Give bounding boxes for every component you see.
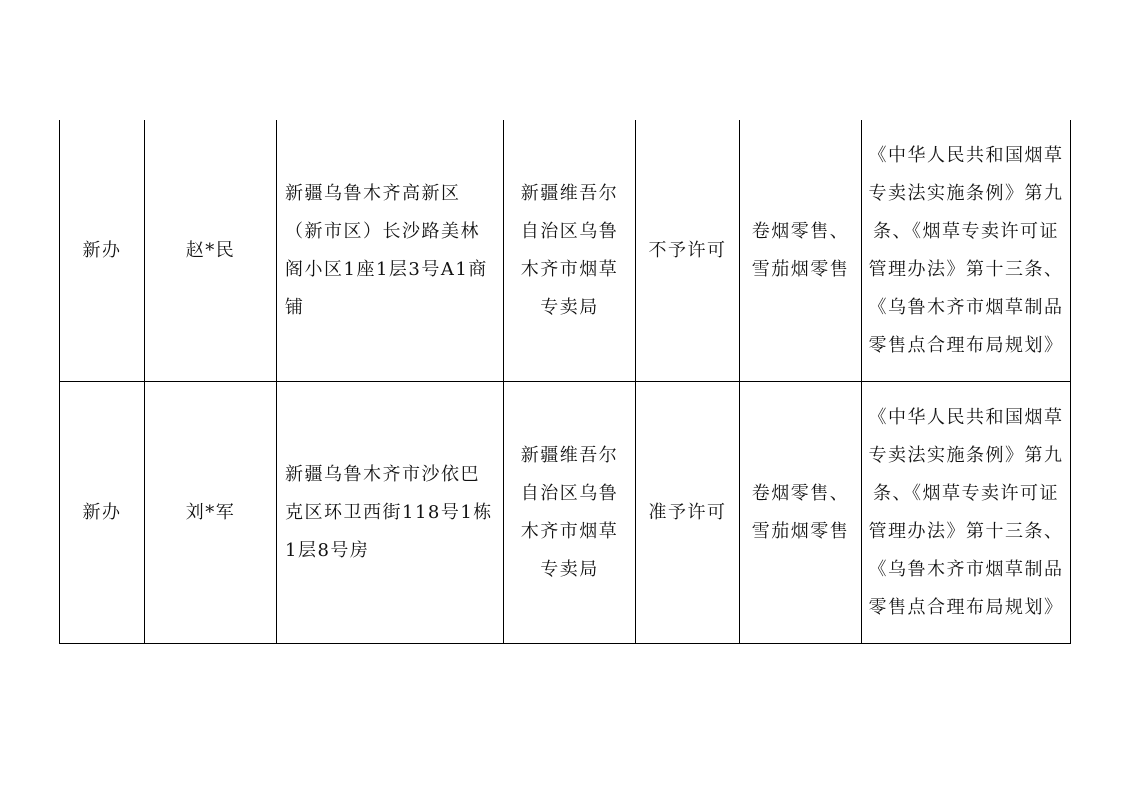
table-row: [60, 382, 1071, 644]
table-row: [60, 120, 1071, 382]
business-address-cell: 新疆乌鲁木齐高新区（新市区）长沙路美林阁小区1座1层3号A1商铺: [277, 120, 504, 382]
business-address-cell: 新疆乌鲁木齐市沙依巴克区环卫西街118号1栋1层8号房: [277, 382, 504, 644]
license-records-table: [59, 120, 1071, 644]
application-type-cell: 新办: [60, 382, 145, 644]
licensing-authority-cell: 新疆维吾尔自治区乌鲁木齐市烟草专卖局: [504, 382, 636, 644]
business-scope-cell: 卷烟零售、雪茄烟零售: [740, 120, 862, 382]
applicant-name-cell: 赵*民: [145, 120, 277, 382]
application-type-cell: 新办: [60, 120, 145, 382]
legal-basis-cell: 《中华人民共和国烟草专卖法实施条例》第九条、《烟草专卖许可证管理办法》第十三条、《乌鲁木齐市烟草制品零售点合理布局规划》: [862, 382, 1071, 644]
legal-basis-cell: 《中华人民共和国烟草专卖法实施条例》第九条、《烟草专卖许可证管理办法》第十三条、《乌鲁木齐市烟草制品零售点合理布局规划》: [862, 120, 1071, 382]
applicant-name-cell: 刘*军: [145, 382, 277, 644]
licensing-authority-cell: 新疆维吾尔自治区乌鲁木齐市烟草专卖局: [504, 120, 636, 382]
business-scope-cell: 卷烟零售、雪茄烟零售: [740, 382, 862, 644]
decision-cell: 不予许可: [636, 120, 740, 382]
decision-cell: 准予许可: [636, 382, 740, 644]
